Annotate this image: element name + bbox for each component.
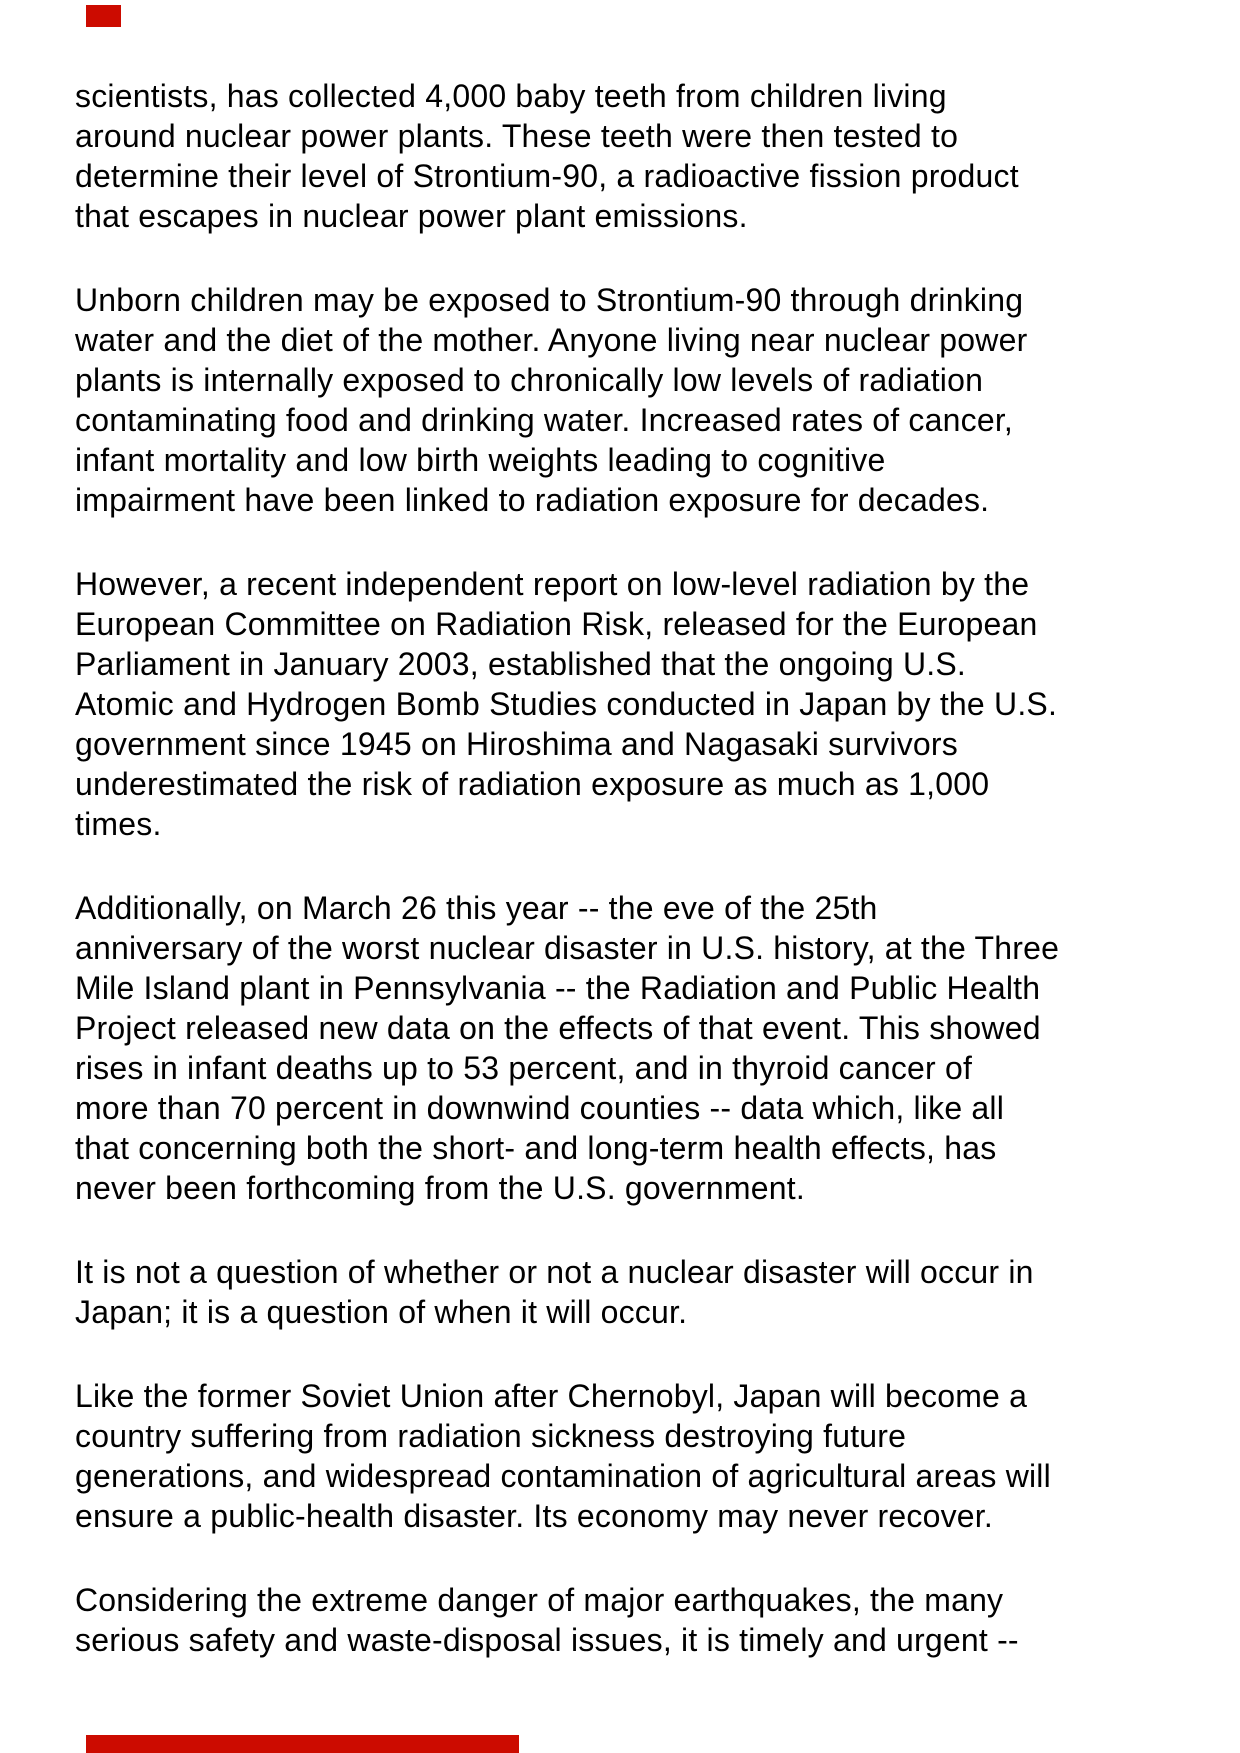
text-line: Like the former Soviet Union after Chernobyl, Japan will become a — [75, 1378, 1028, 1414]
text-line: Considering the extreme danger of major earthquakes, the many — [75, 1582, 1004, 1618]
text-line: However, a recent independent report on low-level radiation by the — [75, 566, 1030, 602]
text-line: Project released new data on the effects of that event. This showed — [75, 1010, 1041, 1046]
text-line: more than 70 percent in downwind counties -- data which, like all — [75, 1090, 1005, 1126]
text-line: generations, and widespread contamination of agricultural areas will — [75, 1458, 1051, 1494]
text-line: Parliament in January 2003, established that the ongoing U.S. — [75, 646, 966, 682]
paragraph — [75, 1252, 1185, 1332]
text-line: plants is internally exposed to chronically low levels of radiation — [75, 362, 984, 398]
article-text — [75, 76, 1185, 1704]
text-line: European Committee on Radiation Risk, released for the European — [75, 606, 1038, 642]
text-line: that concerning both the short- and long-term health effects, has — [75, 1130, 997, 1166]
text-line: times. — [75, 806, 162, 842]
text-line: Atomic and Hydrogen Bomb Studies conducted in Japan by the U.S. — [75, 686, 1058, 722]
paragraph — [75, 76, 1185, 236]
partial-red-element-top — [86, 5, 121, 27]
text-line: underestimated the risk of radiation exposure as much as 1,000 — [75, 766, 990, 802]
text-line: Additionally, on March 26 this year -- the eve of the 25th — [75, 890, 878, 926]
text-line: anniversary of the worst nuclear disaster in U.S. history, at the Three — [75, 930, 1060, 966]
paragraph — [75, 564, 1185, 844]
text-line: Mile Island plant in Pennsylvania -- the Radiation and Public Health — [75, 970, 1041, 1006]
text-line: infant mortality and low birth weights leading to cognitive — [75, 442, 886, 478]
text-line: determine their level of Strontium-90, a radioactive fission product — [75, 158, 1019, 194]
text-line: country suffering from radiation sickness destroying future — [75, 1418, 907, 1454]
text-line: around nuclear power plants. These teeth were then tested to — [75, 118, 959, 154]
text-line: government since 1945 on Hiroshima and Nagasaki survivors — [75, 726, 958, 762]
text-line: It is not a question of whether or not a nuclear disaster will occur in — [75, 1254, 1034, 1290]
paragraph — [75, 1580, 1185, 1660]
text-line: contaminating food and drinking water. Increased rates of cancer, — [75, 402, 1013, 438]
text-line: never been forthcoming from the U.S. government. — [75, 1170, 805, 1206]
partial-red-element-bottom — [86, 1735, 519, 1753]
text-line: Unborn children may be exposed to Strontium-90 through drinking — [75, 282, 1024, 318]
text-line: serious safety and waste-disposal issues, it is timely and urgent -- — [75, 1622, 1019, 1658]
text-line: scientists, has collected 4,000 baby teeth from children living — [75, 78, 947, 114]
paragraph — [75, 1376, 1185, 1536]
text-line: rises in infant deaths up to 53 percent, and in thyroid cancer of — [75, 1050, 973, 1086]
text-line: water and the diet of the mother. Anyone living near nuclear power — [75, 322, 1028, 358]
paragraph — [75, 280, 1185, 520]
text-line: ensure a public-health disaster. Its economy may never recover. — [75, 1498, 993, 1534]
paragraph — [75, 888, 1185, 1208]
text-line: Japan; it is a question of when it will occur. — [75, 1294, 688, 1330]
text-line: that escapes in nuclear power plant emissions. — [75, 198, 748, 234]
text-line: impairment have been linked to radiation exposure for decades. — [75, 482, 990, 518]
